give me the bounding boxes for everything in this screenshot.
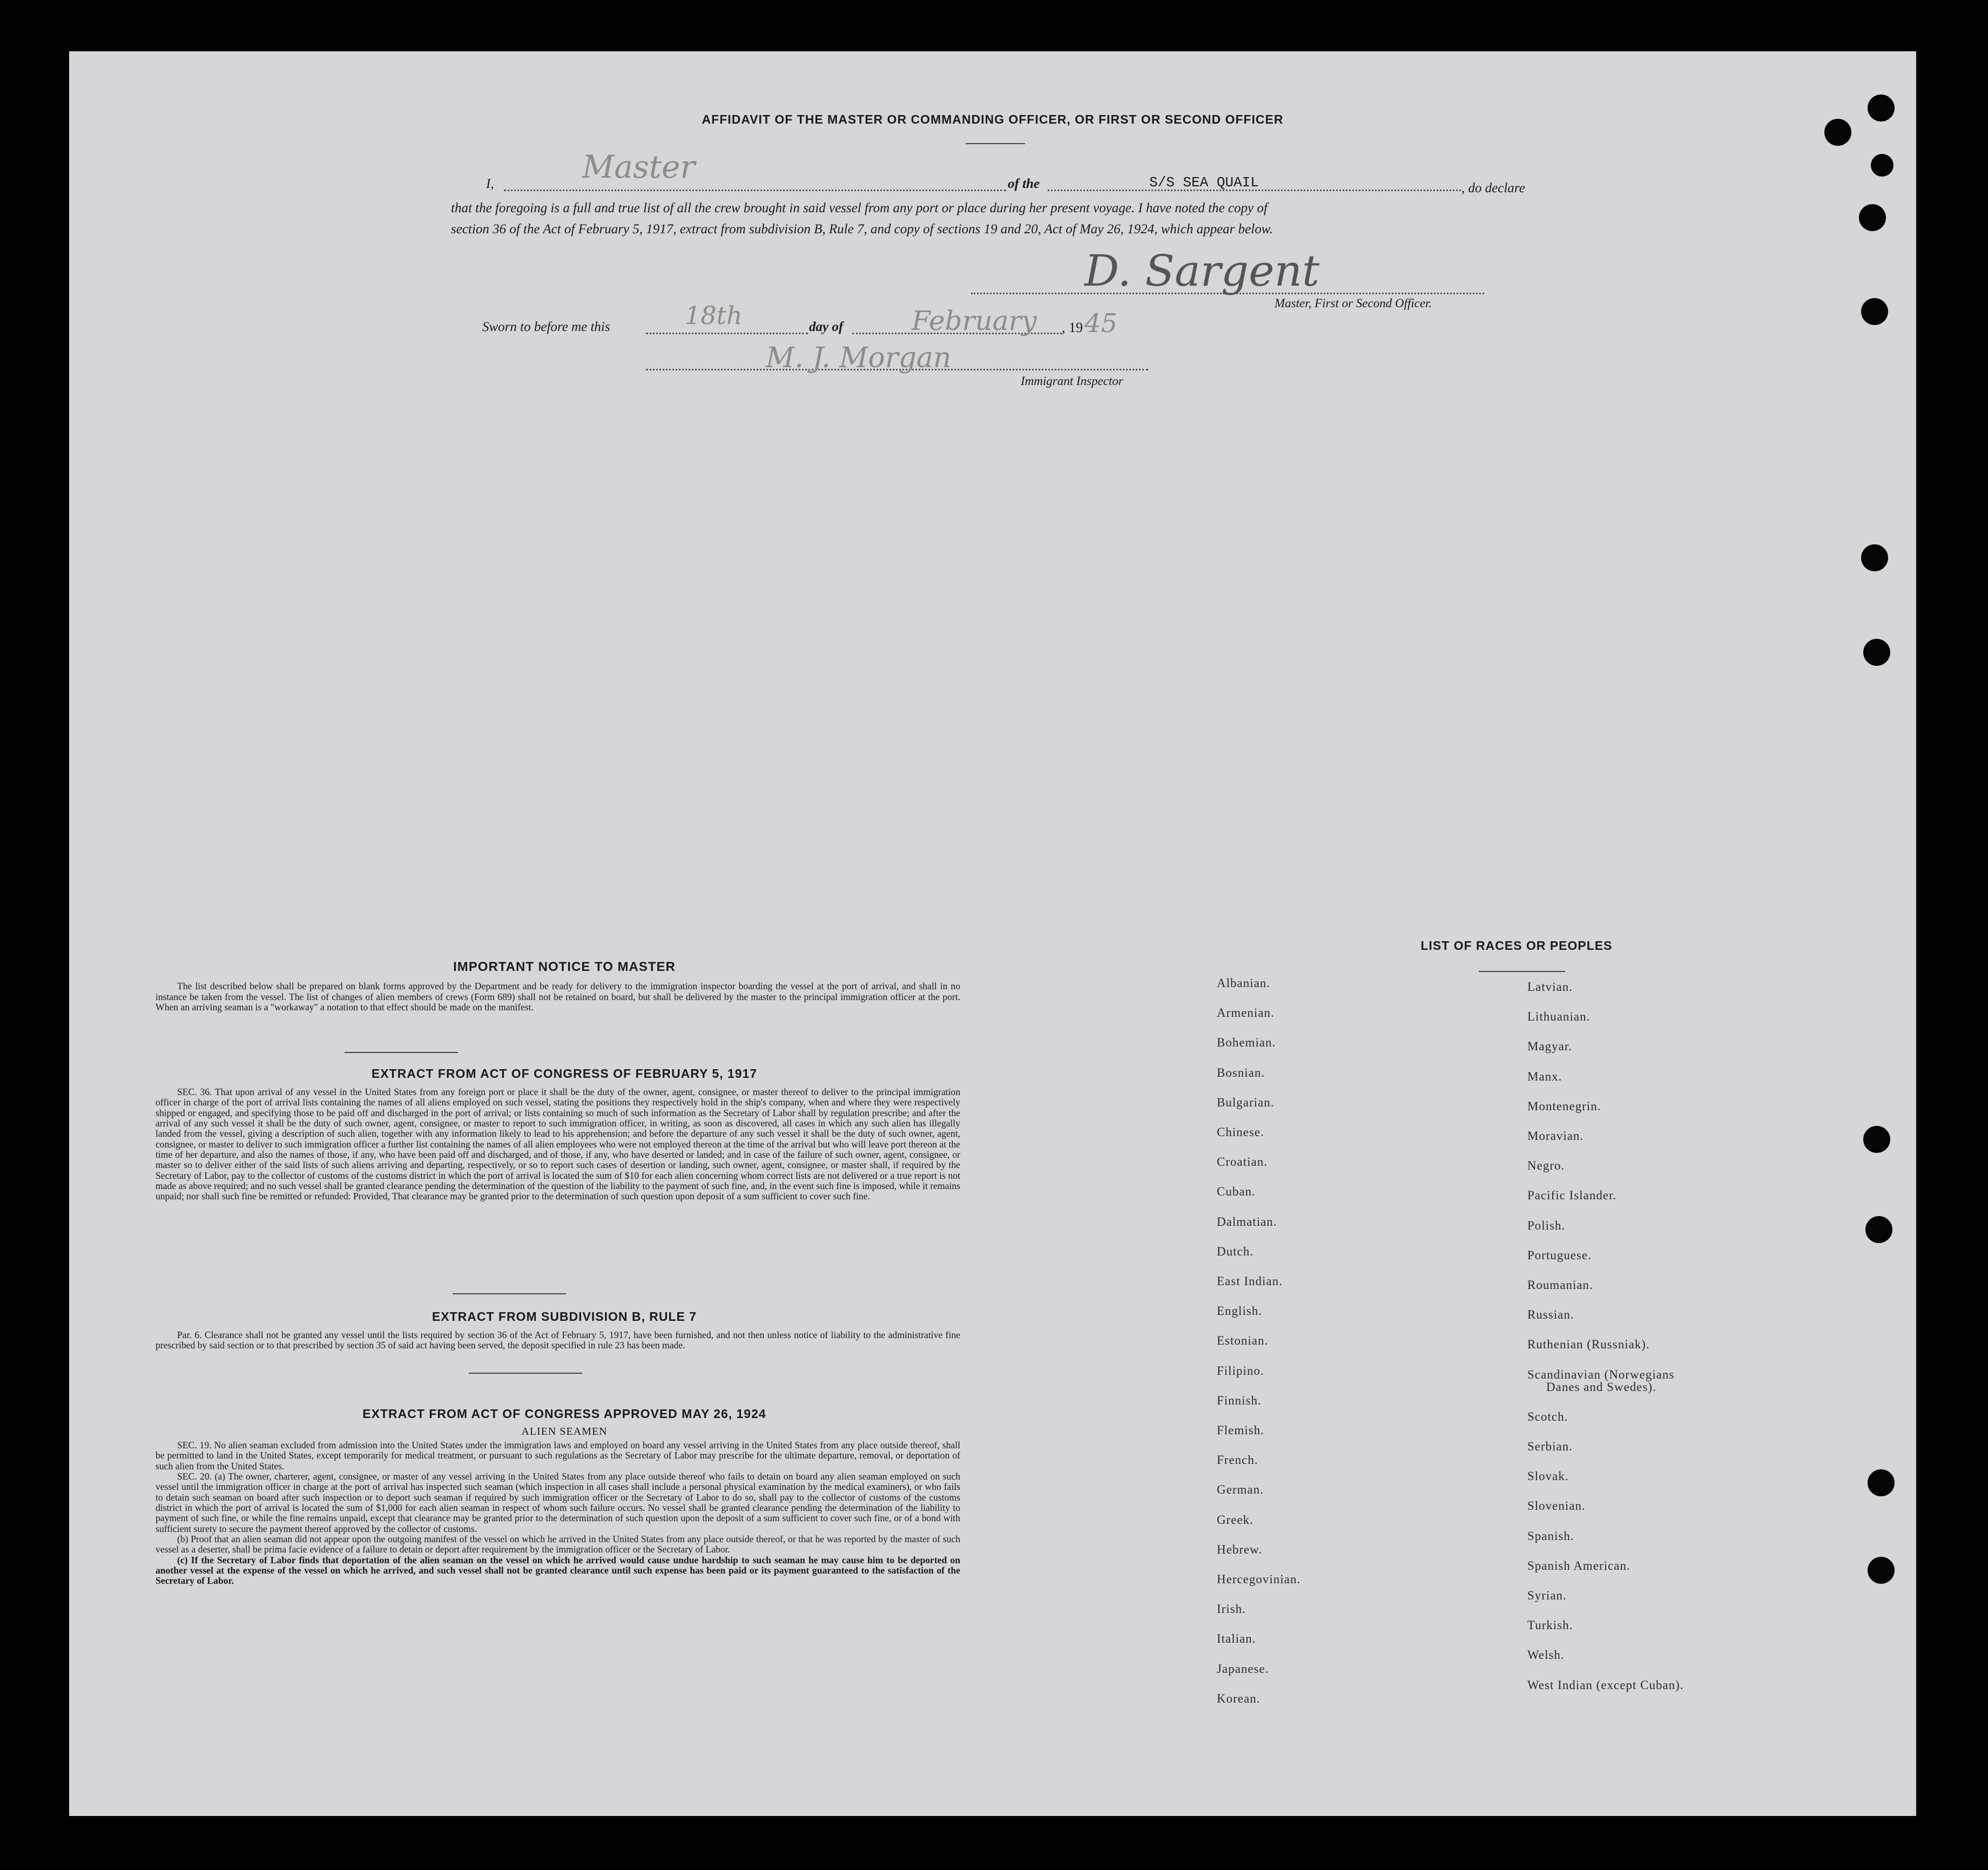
sec-20b-text: (b) Proof that an alien seaman did not appear upon the outgoing manifest of the vessel on which he arrived in the United States from any place outside thereof, or that he was reported by the master of such vessel as a deserter, shall be prima facie evidence of a failure to detain or deport after requirement by the immigration officer or the Secretary of Labor. bbox=[156, 1534, 960, 1555]
sec-36-text: SEC. 36. That upon arrival of any vessel in the United States from any foreign port or place it shall be the duty of the owner, agent, consignee, or master thereof to deliver to the principal immigration officer in charge of the port of arrival lists containing the names of all aliens employed on such vessel, stating the positions they respectively hold in the ship's company, when and where they were respectively shipped or engaged, and specifying those to be paid off and discharged in the port of arrival; or lists containing so much of such information as the Secretary of Labor shall by regulation prescribe; and after the arrival of any such vessel it shall be the duty of such owner, agent, consignee, or master to report to such immigration officer, in writing, as soon as discovered, all cases in which any such alien has illegally landed from the vessel, giving a description of such alien, together with any information likely to lead to his apprehension; and before the departure of any such vessel it shall be the duty of such owner, agent, consignee, or master to deliver to such immigration officer a further list containing the names of all alien employees who were not employed thereon at the time of the arrival but who will leave port thereon at the time of her departure, and also the names of those, if any, who have been paid off and discharged, and of those, if any, who have deserted or landed; and in case of the failure of such owner, agent, consignee, or master so to deliver either of the said lists of such aliens arriving and departing, respectively, or so to report such cases of desertion or landing, such owner, agent, consignee, or master shall, if required by the Secretary of Labor, pay to the collector of customs of the customs district in which the port of arrival is located the sum of $10 for each alien concerning whom correct lists are not delivered or a true report is not made as above required; and no such vessel shall be granted clearance pending the determination of the question of the liability to the payment of such fine, and, in the event such fine is imposed, while it remains unpaid; nor shall such fine be remitted or refunded: Provided, That clearance may be granted prior to the determination of such question upon deposit of a sum sufficient to cover such fine. bbox=[156, 1086, 960, 1202]
handwritten-master: Master bbox=[582, 148, 696, 185]
punch-hole bbox=[1863, 639, 1890, 666]
race-item: Turkish. bbox=[1527, 1618, 1573, 1632]
handwritten-inspector: M. J. Morgan bbox=[766, 342, 952, 374]
race-item: Estonian. bbox=[1217, 1334, 1269, 1348]
title-rule bbox=[966, 143, 1025, 144]
day-field-line bbox=[646, 333, 808, 334]
race-item: Montenegrin. bbox=[1527, 1099, 1601, 1113]
notice-body bbox=[156, 981, 960, 1013]
race-item: German. bbox=[1217, 1483, 1264, 1497]
race-item: Magyar. bbox=[1527, 1039, 1573, 1054]
sec-19-text: SEC. 19. No alien seaman excluded from admission into the United States under the immigration laws and employed on board any vessel arriving in the United States from any place outside thereof, shall be permitted to land in the United States, except temporarily for medical treatment, or pursuant to such regulations as the Secretary of Labor may prescribe for the ultimate departure, removal, or deportation of such alien from the United States. bbox=[156, 1440, 960, 1471]
race-item: Armenian. bbox=[1217, 1006, 1275, 1020]
divider-3 bbox=[469, 1373, 582, 1374]
vessel-name: S/S SEA QUAIL bbox=[1149, 174, 1259, 191]
race-item: Lithuanian. bbox=[1527, 1010, 1591, 1024]
punch-hole bbox=[1859, 204, 1886, 231]
declaration-line-2: that the foregoing is a full and true list of all the crew brought in said vessel from any port or place during her present voyage. I have noted the copy of bbox=[451, 201, 1268, 215]
race-item: Spanish. bbox=[1527, 1529, 1574, 1543]
year-prefix: , 19 bbox=[1062, 320, 1083, 335]
extract-1924-body bbox=[156, 1440, 960, 1587]
race-item: Hercegovinian. bbox=[1217, 1572, 1301, 1586]
handwritten-month: February bbox=[912, 305, 1037, 336]
race-item: Ruthenian (Russniak). bbox=[1527, 1338, 1650, 1352]
race-item: Serbian. bbox=[1527, 1440, 1573, 1453]
punch-hole bbox=[1865, 1216, 1892, 1243]
race-item: Albanian. bbox=[1217, 976, 1271, 990]
handwritten-day: 18th bbox=[685, 301, 743, 330]
extract-1917-body bbox=[156, 1087, 960, 1202]
race-item: Bulgarian. bbox=[1217, 1095, 1275, 1109]
notice-text: The list described below shall be prepared on blank forms approved by the Department and be ready for delivery to the immigration inspector boarding the vessel at the port of arrival, and shall in no instance be taken from the vessel. The list of changes of alien members of crews (Form 689) shall not be retained on board, but shall be delivered by the master to the principal immigration officer at the port. When an arriving seaman is a "workaway" a notation to that effect should be made on the manifest. bbox=[156, 981, 960, 1013]
affidavit-title: AFFIDAVIT OF THE MASTER OR COMMANDING OFFICER, OR FIRST OR SECOND OFFICER bbox=[702, 112, 1284, 126]
handwritten-signature: D. Sargent bbox=[1084, 246, 1320, 296]
race-item: Dalmatian. bbox=[1217, 1214, 1277, 1228]
race-item: Chinese. bbox=[1217, 1125, 1264, 1139]
race-item: Spanish American. bbox=[1527, 1558, 1630, 1572]
rule-7-body bbox=[156, 1330, 960, 1351]
race-item: Welsh. bbox=[1527, 1648, 1565, 1662]
race-item: Irish. bbox=[1217, 1602, 1246, 1616]
punch-hole bbox=[1863, 1126, 1890, 1153]
sec-20c-text: (c) If the Secretary of Labor finds that deportation of the alien seaman on the vessel on which he arrived would cause undue hardship to such seaman he may cause him to be deported on another vessel at the expense of the vessel on which he arrived, and such vessel shall not be granted clearance until such expense has been paid or its payment guaranteed to the satisfaction of the Secretary of Labor. bbox=[156, 1554, 960, 1587]
sworn-label: Sworn to before me this bbox=[482, 320, 610, 334]
race-item: Russian. bbox=[1527, 1308, 1574, 1322]
race-item: Syrian. bbox=[1527, 1589, 1567, 1602]
master-caption: Master, First or Second Officer. bbox=[1275, 296, 1432, 310]
race-item: Korean. bbox=[1217, 1691, 1261, 1705]
punch-hole bbox=[1824, 119, 1851, 146]
race-item: Hebrew. bbox=[1217, 1542, 1263, 1556]
race-item: Manx. bbox=[1527, 1069, 1562, 1083]
race-item: Bohemian. bbox=[1217, 1036, 1276, 1050]
punch-hole bbox=[1871, 154, 1893, 177]
name-field-line bbox=[504, 190, 1006, 191]
do-declare-label: , do declare bbox=[1461, 181, 1525, 195]
race-item: Pacific Islander. bbox=[1527, 1189, 1617, 1203]
i-label: I, bbox=[486, 177, 494, 191]
race-item: Cuban. bbox=[1217, 1185, 1256, 1199]
race-item: Filipino. bbox=[1217, 1363, 1264, 1378]
race-item: Finnish. bbox=[1217, 1393, 1262, 1407]
rule-7-text: Par. 6. Clearance shall not be granted any vessel until the lists required by section 36 of the Act of February 5, 1917, have been furnished, and not then unless notice of liability to the administrative fine prescribed by said section or to that prescribed by section 35 of said act having been served, the deposit specified in rule 23 has been made. bbox=[156, 1329, 960, 1351]
race-item: Bosnian. bbox=[1217, 1065, 1265, 1079]
divider-1 bbox=[345, 1052, 458, 1053]
punch-hole bbox=[1868, 1557, 1895, 1584]
race-item: Latvian. bbox=[1527, 980, 1573, 994]
notice-title: IMPORTANT NOTICE TO MASTER bbox=[453, 960, 676, 974]
race-item: Scandinavian (Norwegians bbox=[1527, 1367, 1675, 1381]
race-item: Danes and Swedes). bbox=[1546, 1380, 1656, 1394]
punch-hole bbox=[1861, 298, 1888, 325]
race-item: Moravian. bbox=[1527, 1129, 1584, 1143]
extract-1924-title: EXTRACT FROM ACT OF CONGRESS APPROVED MAY 26, 1924 bbox=[362, 1407, 766, 1421]
alien-seamen-subtitle: ALIEN SEAMEN bbox=[521, 1426, 608, 1437]
day-of-label: day of bbox=[809, 320, 844, 334]
divider-2 bbox=[453, 1293, 566, 1294]
of-the-label: of the bbox=[1008, 177, 1040, 191]
inspector-caption: Immigrant Inspector bbox=[1021, 374, 1123, 388]
race-item: East Indian. bbox=[1217, 1274, 1283, 1288]
sec-20a-text: SEC. 20. (a) The owner, charterer, agent, consignee, or master of any vessel arriving in the United States from any place outside thereof who fails to detain on board any alien seaman employed on such vessel until the immigration officer in charge at the port of arrival has inspected such seaman (which inspection in all cases shall include a personal physical examination by the medical examiners), or who fails to detain such seaman on board after such inspection or to deport such seaman if required by such immigration officer or the Secretary of Labor to do so, shall pay to the collector of customs of the customs district in which the port of arrival is located the sum of $1,000 for each alien seaman in respect of whom such failure occurs. No vessel shall be granted clearance pending the determination of the liability to payment of such fine, or while the fine remains unpaid, except that clearance may be granted prior to the determination of such question upon the deposit of a sum sufficient to cover such fine, or of a bond with sufficient surety to secure the payment thereof approved by the collector of customs. bbox=[156, 1471, 960, 1534]
race-item: Japanese. bbox=[1217, 1662, 1269, 1676]
document-page bbox=[69, 51, 1916, 1816]
race-item: Roumanian. bbox=[1527, 1278, 1593, 1292]
race-item: English. bbox=[1217, 1304, 1263, 1318]
punch-hole bbox=[1868, 94, 1895, 121]
races-title: LIST OF RACES OR PEOPLES bbox=[1420, 939, 1613, 953]
race-item: Greek. bbox=[1217, 1513, 1254, 1527]
race-item: French. bbox=[1217, 1453, 1258, 1467]
races-rule bbox=[1479, 971, 1565, 972]
declaration-line-3: section 36 of the Act of February 5, 1917, extract from subdivision B, Rule 7, and copy of sections 19 and 20, Act of May 26, 1924, which appear below. bbox=[451, 222, 1273, 237]
extract-1917-title: EXTRACT FROM ACT OF CONGRESS OF FEBRUARY 5, 1917 bbox=[371, 1066, 758, 1081]
race-item: West Indian (except Cuban). bbox=[1527, 1678, 1684, 1692]
punch-hole bbox=[1861, 544, 1888, 571]
rule-7-title: EXTRACT FROM SUBDIVISION B, RULE 7 bbox=[432, 1309, 697, 1324]
race-item: Negro. bbox=[1527, 1159, 1565, 1173]
race-item: Scotch. bbox=[1527, 1409, 1568, 1423]
punch-hole bbox=[1868, 1469, 1895, 1496]
race-item: Slovak. bbox=[1527, 1469, 1569, 1483]
race-item: Dutch. bbox=[1217, 1244, 1254, 1258]
race-item: Flemish. bbox=[1217, 1423, 1264, 1437]
handwritten-year: 45 bbox=[1084, 308, 1118, 339]
race-item: Portuguese. bbox=[1527, 1248, 1592, 1262]
race-item: Slovenian. bbox=[1527, 1499, 1586, 1513]
race-item: Polish. bbox=[1527, 1218, 1566, 1232]
race-item: Croatian. bbox=[1217, 1155, 1268, 1169]
race-item: Italian. bbox=[1217, 1632, 1256, 1646]
